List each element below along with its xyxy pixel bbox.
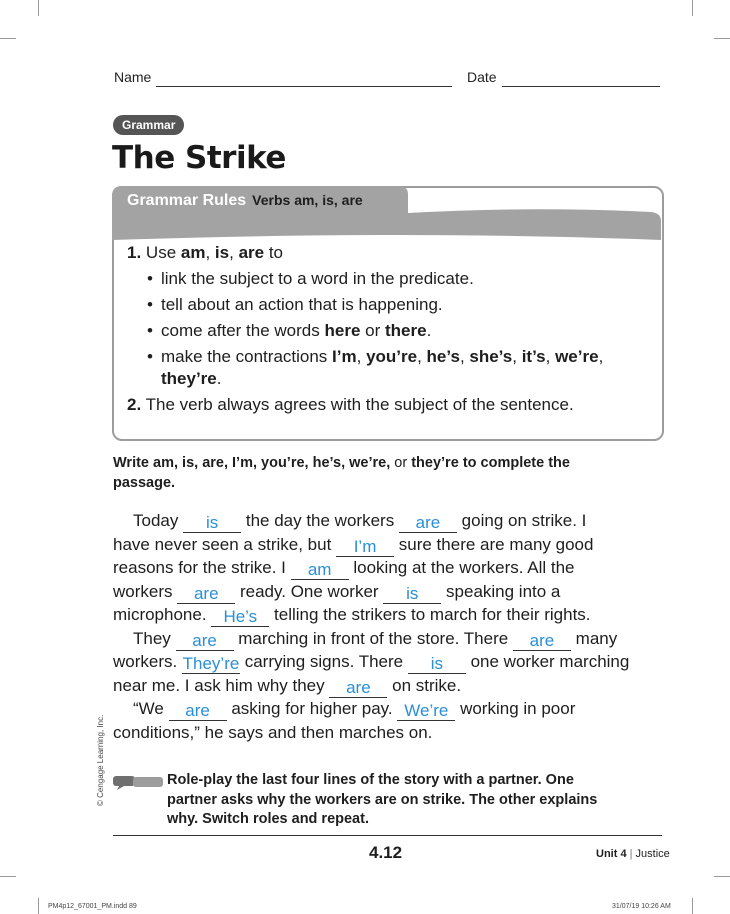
grammar-rules-tab [127, 192, 363, 210]
grammar-rules-title: Grammar Rules [127, 192, 247, 209]
crop-mark [0, 876, 16, 877]
passage-line: workers. They’re carrying signs. There is one worker marching [113, 652, 630, 673]
rule-2 [127, 394, 603, 416]
footer-divider [113, 835, 662, 836]
rule-bullet: • tell about an action that is happening. [147, 295, 443, 314]
answer-blank[interactable]: are [176, 632, 234, 651]
page-number: 4.12 [369, 843, 403, 862]
answer-blank[interactable]: is [408, 655, 466, 674]
passage-line: Today is the day the workers are going on strike. I [133, 511, 587, 532]
date-field[interactable] [502, 85, 660, 87]
file-name: PM4p12_67001_PM.indd 89 [48, 903, 137, 910]
bullet-text: link the subject to a word in the predicate. [161, 269, 474, 288]
passage [113, 509, 629, 744]
bullet-text: or [365, 321, 381, 340]
section-badge: Grammar [113, 115, 184, 135]
keyword: he’s [426, 347, 460, 366]
crop-mark [692, 898, 693, 914]
keyword: here [324, 321, 361, 340]
passage-line: They are marching in front of the store. There are many [133, 628, 618, 650]
rule-number: 1. [127, 243, 142, 262]
keyword: we’re [555, 347, 599, 366]
passage-line: near me. I ask him why they are on strike. [113, 675, 462, 697]
keyword: am [180, 243, 206, 262]
bullet-text: tell about an action that is happening. [161, 295, 443, 314]
rule-text: to [268, 243, 284, 262]
crop-mark [0, 38, 16, 39]
rule-bullet: • come after the words here or there. [147, 321, 432, 340]
keyword: it’s [521, 347, 546, 366]
answer-blank[interactable]: He’s [211, 608, 269, 627]
bullet-text: come after the words [161, 321, 320, 340]
rule-bullet: • link the subject to a word in the predicate. [147, 269, 474, 288]
answer-blank[interactable]: am [291, 561, 349, 580]
keyword: she’s [469, 347, 513, 366]
answer-blank[interactable]: are [169, 702, 227, 721]
instructions: Write am, is, are, I’m, you’re, he’s, we’re, or they’re to complete the passage. [113, 455, 570, 491]
passage-line: conditions,” he says and then marches on. [113, 722, 433, 742]
roleplay-instructions: Role-play the last four lines of the story with a partner. One partner asks why the workers are on strike. The other explains why. Switch roles and repeat. [167, 772, 598, 827]
answer-blank[interactable]: are [329, 679, 387, 698]
answer-blank[interactable]: is [183, 514, 241, 533]
keyword: I’m [332, 347, 357, 366]
keyword: there [385, 321, 427, 340]
keyword: are [238, 243, 265, 262]
name-field[interactable] [156, 85, 452, 87]
keyword: you’re [366, 347, 418, 366]
passage-line: reasons for the strike. I am looking at the workers. All the [113, 558, 575, 579]
rule-text: The verb always agrees with the subject of the sentence. [145, 395, 574, 414]
crop-mark [692, 0, 693, 16]
passage-line: workers are ready. One worker is speaking into a [113, 581, 561, 603]
answer-blank[interactable]: are [177, 585, 235, 604]
rule-bullet-continued: they’re. [161, 369, 222, 388]
grammar-rules-subtitle: Verbs am, is, are [252, 192, 363, 208]
speech-bubbles-icon [113, 776, 165, 790]
passage-line: “We are asking for higher pay. We’re working in poor [133, 699, 576, 720]
page-title: The Strike [112, 140, 286, 176]
answer-blank[interactable]: I’m [336, 538, 394, 557]
rule-number: 2. [127, 395, 142, 414]
rule-1: 1. Use am, is, are to [127, 243, 284, 262]
answer-blank[interactable]: They’re [182, 654, 240, 673]
unit-label: Unit 4 | Justice [596, 848, 670, 860]
name-label: Name [114, 69, 152, 85]
crop-mark [38, 898, 39, 914]
keyword: they’re [161, 369, 217, 388]
answer-blank[interactable]: are [513, 632, 571, 651]
crop-mark [714, 38, 730, 39]
answer-blank[interactable]: is [383, 585, 441, 604]
bullet-text: make the contractions [161, 347, 328, 366]
crop-mark [38, 0, 39, 16]
keyword: is [214, 243, 230, 262]
rule-bullet: • make the contractions I’m, you’re, he’s, she’s, it’s, we’re, [147, 347, 604, 366]
date-label: Date [467, 69, 497, 85]
passage-line: have never seen a strike, but I’m sure there are many good [113, 534, 594, 556]
rule-text: Use [145, 243, 177, 262]
rules-list [127, 242, 603, 416]
answer-blank[interactable]: are [399, 514, 457, 533]
passage-line: microphone. He’s telling the strikers to march for their rights. [113, 605, 591, 626]
copyright-notice: © Cengage Learning, Inc. [96, 714, 105, 806]
crop-mark [714, 876, 730, 877]
print-timestamp: 31/07/19 10:26 AM [612, 903, 671, 910]
answer-blank[interactable]: We’re [397, 702, 455, 721]
